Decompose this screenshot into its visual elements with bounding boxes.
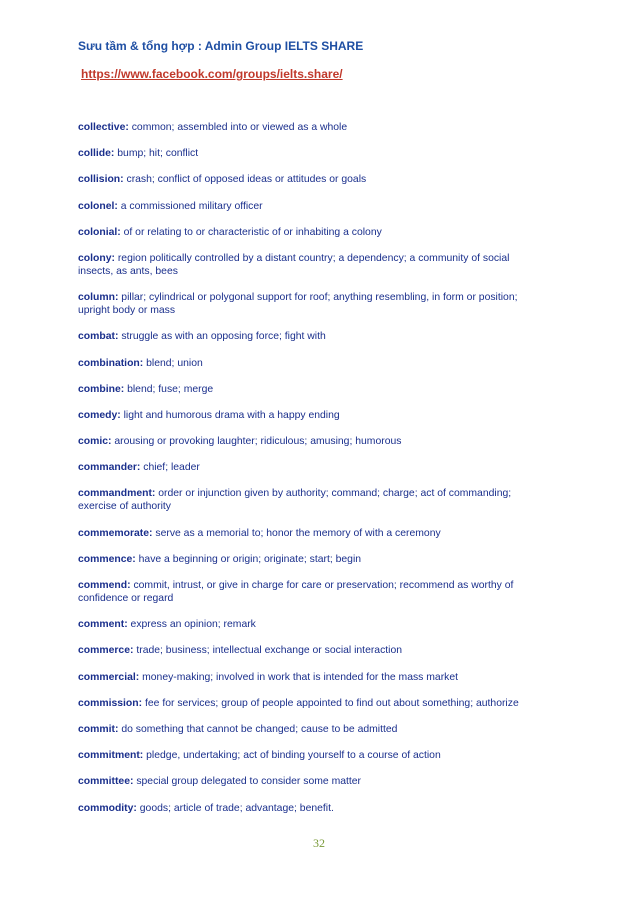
entry-definition: express an opinion; remark: [130, 619, 256, 631]
vocabulary-entry: [78, 697, 546, 710]
entry-definition: a commissioned military officer: [120, 200, 263, 212]
entry-definition: commit, intrust, or give in charge for care or preservation; recommend as worthy of confidence or regard: [78, 580, 514, 604]
entry-definition: special group delegated to consider some matter: [136, 776, 362, 788]
entry-term: colonial:: [78, 226, 121, 238]
entry-definition: serve as a memorial to; honor the memory of with a ceremony: [155, 527, 441, 539]
entry-definition: arousing or provoking laughter; ridiculous; amusing; humorous: [114, 436, 402, 448]
vocabulary-entry: [78, 553, 546, 566]
entry-definition: crash; conflict of opposed ideas or attitudes or goals: [126, 174, 367, 186]
entry-definition: struggle as with an opposing force; fight with: [121, 331, 326, 343]
vocabulary-entry: [78, 252, 546, 278]
entry-definition: bump; hit; conflict: [117, 148, 199, 160]
header-title: Sưu tầm & tổng hợp : Admin Group IELTS SHARE: [78, 39, 364, 53]
entry-term: comedy:: [78, 409, 121, 421]
entry-definition: pillar; cylindrical or polygonal support for roof; anything resembling, in form or position; upright body or mass: [78, 292, 518, 317]
entry-term: collective:: [78, 122, 129, 133]
entry-term: combat:: [78, 331, 119, 343]
entry-definition: of or relating to or characteristic of or inhabiting a colony: [123, 226, 382, 238]
entry-term: comment:: [78, 619, 128, 631]
vocabulary-entry: [78, 527, 546, 540]
vocabulary-entry: [78, 173, 546, 186]
entry-term: commerce:: [78, 645, 134, 657]
vocabulary-entry: [78, 461, 546, 474]
entry-definition: trade; business; intellectual exchange or social interaction: [136, 645, 403, 657]
vocabulary-entry: [78, 579, 546, 605]
entry-term: commend:: [78, 580, 131, 591]
entry-term: commercial:: [78, 671, 140, 683]
vocabulary-entry: [78, 291, 546, 317]
entry-term: commander:: [78, 462, 141, 474]
entry-definition: order or injunction given by authority; command; charge; act of commanding; exercise of authority: [78, 488, 512, 513]
vocabulary-entry: [78, 802, 546, 815]
entry-definition: chief; leader: [143, 462, 200, 474]
vocabulary-entry: [78, 775, 546, 788]
entry-definition: goods; article of trade; advantage; benefit.: [139, 802, 334, 814]
entry-term: commitment:: [78, 750, 144, 762]
vocabulary-entry: [78, 409, 546, 422]
entry-term: commence:: [78, 553, 136, 565]
entry-definition: blend; union: [146, 357, 203, 369]
entry-term: colonel:: [78, 200, 118, 212]
vocabulary-entry: [78, 226, 546, 239]
entry-definition: blend; fuse; merge: [127, 383, 214, 395]
entry-term: column:: [78, 292, 119, 304]
entry-definition: pledge, undertaking; act of binding yourself to a course of action: [146, 750, 441, 762]
entry-term: comic:: [78, 436, 112, 448]
vocabulary-entry: [78, 749, 546, 762]
entry-definition: region politically controlled by a distant country; a dependency; a community of social insects, as ants, bees: [78, 252, 510, 277]
entry-definition: money-making; involved in work that is intended for the mass market: [142, 671, 459, 683]
vocabulary-entry: [78, 383, 546, 396]
vocabulary-entry: [78, 200, 546, 213]
vocabulary-entry: [78, 671, 546, 684]
vocabulary-entry: [78, 618, 546, 631]
entry-term: commit:: [78, 723, 119, 735]
entry-definition: fee for services; group of people appointed to find out about something; authorize: [144, 697, 519, 709]
entry-term: commission:: [78, 697, 143, 709]
entry-term: commemorate:: [78, 527, 153, 539]
entry-definition: common; assembled into or viewed as a whole: [131, 122, 348, 133]
entry-term: colony:: [78, 252, 115, 264]
entry-definition: do something that cannot be changed; cause to be admitted: [121, 723, 398, 735]
entry-term: commodity:: [78, 802, 137, 814]
page-number: 32: [313, 836, 325, 850]
group-link[interactable]: https://www.facebook.com/groups/ielts.share/: [81, 67, 343, 81]
vocabulary-entry: [78, 644, 546, 657]
entry-term: commandment:: [78, 488, 156, 500]
entry-definition: have a beginning or origin; originate; start; begin: [138, 553, 362, 565]
entry-term: collide:: [78, 148, 115, 160]
entry-term: committee:: [78, 776, 134, 788]
entry-term: combination:: [78, 357, 144, 369]
vocabulary-list: [78, 121, 546, 828]
vocabulary-entry: [78, 487, 546, 513]
entry-term: collision:: [78, 174, 124, 186]
entry-term: combine:: [78, 383, 125, 395]
vocabulary-entry: [78, 121, 546, 134]
vocabulary-entry: [78, 147, 546, 160]
entry-definition: light and humorous drama with a happy ending: [123, 409, 340, 421]
vocabulary-entry: [78, 723, 546, 736]
vocabulary-entry: [78, 357, 546, 370]
vocabulary-entry: [78, 330, 546, 343]
vocabulary-entry: [78, 435, 546, 448]
